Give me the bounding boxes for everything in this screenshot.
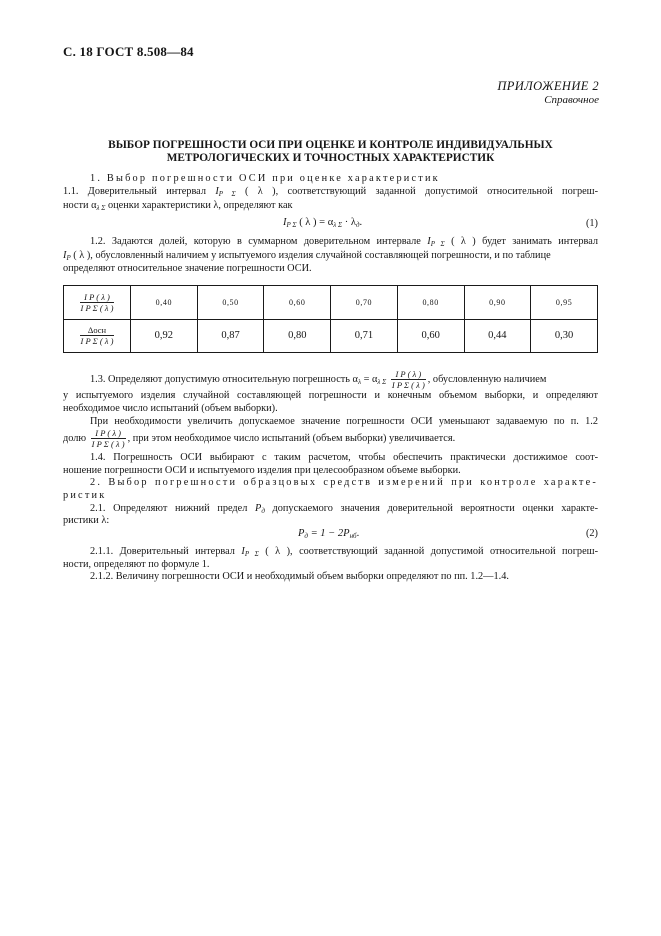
table-cell: 0,70	[331, 286, 398, 320]
section-2-heading-line-2: ристик	[63, 490, 107, 501]
paragraph-1-3-line-3: необходимое число испытаний (объем выборки).	[63, 403, 278, 414]
title-line-2: МЕТРОЛОГИЧЕСКИХ И ТОЧНОСТНЫХ ХАРАКТЕРИСТИК	[166, 152, 495, 164]
paragraph-1-2-line-3: определяют относительное значение погрешности ОСИ.	[63, 263, 312, 274]
equation-2-number: (2)	[585, 528, 598, 539]
appendix-number: ПРИЛОЖЕНИЕ 2	[497, 79, 599, 93]
fraction: $\frac{\text{I P ( λ )}}{\text{I P Σ ( λ )}}$	[391, 369, 425, 390]
paragraph-1-4-line-1: 1.4. Погрешность ОСИ выбирают с таким расчетом, чтобы обеспечить практически достижимое соот-	[90, 452, 598, 463]
paragraph-2-1-line-1: 2.1. Определяют нижний предел $P_д$ допускаемого значения доверительной вероятности оценки характе-	[90, 503, 599, 515]
appendix-type: Справочное	[544, 94, 599, 106]
table-cell: 0,80	[397, 286, 464, 320]
table-row	[64, 286, 598, 320]
paragraph-1-4-line-2: ношение погрешности ОСИ и испытуемого изделия при целесообразном объеме выборки.	[63, 465, 461, 476]
equation-2: $P_д = 1 - 2P_{нб}$.	[298, 528, 360, 540]
table-cell: 0,80	[264, 319, 331, 353]
paragraph-1-1-line-1: 1.1. Доверительный интервал $I_{P \Sigma}$ ( λ ), соответствующий заданной допустимой относительной погреш-	[63, 186, 599, 198]
document-title	[63, 139, 598, 165]
paragraph-2-1-line-2: ристики λ:	[63, 515, 110, 526]
appendix-label	[497, 79, 599, 107]
section-1-heading: 1. Выбор погрешности ОСИ при оценке характеристик	[90, 173, 440, 184]
table-cell: 0,60	[397, 319, 464, 353]
paragraph-1-2-line-2: $I_P$ ( λ ), обусловленный наличием у испытуемого изделия случайной составляющей погрешности, и по таблице	[63, 250, 551, 262]
equation-1-number: (1)	[585, 218, 598, 229]
table-header-cell: $\frac{\text{I P ( λ )}}{\text{I P Σ ( λ )}}$	[64, 286, 131, 320]
table-cell: 0,44	[464, 319, 531, 353]
paragraph-1-3-line-2: у испытуемого изделия случайной составляющей погрешности и конечным объемом выборки, и определяют	[63, 390, 598, 401]
section-2-heading-line-1: 2. Выбор погрешности образцовых средств измерений при контроле характе-	[90, 477, 598, 488]
paragraph-1-3-line-4: При необходимости увеличить допускаемое значение погрешности ОСИ уменьшают задаваемую по п. 1.2	[90, 416, 598, 427]
paragraph-2-1-1-line-2: ности, определяют по формуле 1.	[63, 559, 210, 570]
paragraph-1-3-line-1: 1.3. Определяют допустимую относительную погрешность $\alpha_\lambda = \alpha_{\lambda \Sigma}$ $\frac{\text{I P ( λ )}}{\text{I P Σ ( λ )}}$ , обусловленную наличием	[90, 369, 547, 390]
paragraph-1-2-line-1: 1.2. Задаются долей, которую в суммарном доверительном интервале $I_{P \Sigma}$ ( λ ) будет занимать интервал	[90, 236, 599, 248]
paragraph-1-3-line-5: долю $\frac{\text{I P ( λ )}}{\text{I P Σ ( λ )}}$ , при этом необходимое число испытаний (объем выборки) увеличивается.	[63, 428, 456, 449]
table-cell: 0,87	[197, 319, 264, 353]
fraction: $\frac{\text{I P ( λ )}}{\text{I P Σ ( λ )}}$	[91, 428, 125, 449]
ratio-table	[63, 285, 598, 353]
paragraph-1-1-line-2: ности $\alpha_{\lambda \Sigma}$ оценки характеристики λ, определяют как	[63, 200, 293, 212]
table-cell: 0,71	[331, 319, 398, 353]
paragraph-2-1-1-line-1: 2.1.1. Доверительный интервал $I_{P \Sigma}$ ( λ ), соответствующий заданной допустимой относительной погреш-	[90, 546, 598, 558]
equation-1: $I_{P \Sigma}$ ( λ ) = $\alpha_{\lambda \Sigma} \cdot \lambda_д$.	[283, 217, 363, 229]
table-cell: 0,30	[531, 319, 598, 353]
table-cell: 0,60	[264, 286, 331, 320]
table-cell: 0,40	[131, 286, 198, 320]
table-header-cell: $\frac{\text{Δосн}}{\text{I P Σ ( λ )}}$	[64, 319, 131, 353]
table-cell: 0,90	[464, 286, 531, 320]
table-cell: 0,95	[531, 286, 598, 320]
title-line-1: ВЫБОР ПОГРЕШНОСТИ ОСИ ПРИ ОЦЕНКЕ И КОНТРОЛЕ ИНДИВИДУАЛЬНЫХ	[108, 139, 553, 151]
table-cell: 0,92	[131, 319, 198, 353]
table-row	[64, 319, 598, 353]
table-cell: 0,50	[197, 286, 264, 320]
paragraph-2-1-2: 2.1.2. Величину погрешности ОСИ и необходимый объем выборки определяют по пп. 1.2—1.4.	[90, 571, 509, 582]
page-header: С. 18 ГОСТ 8.508—84	[63, 44, 194, 59]
